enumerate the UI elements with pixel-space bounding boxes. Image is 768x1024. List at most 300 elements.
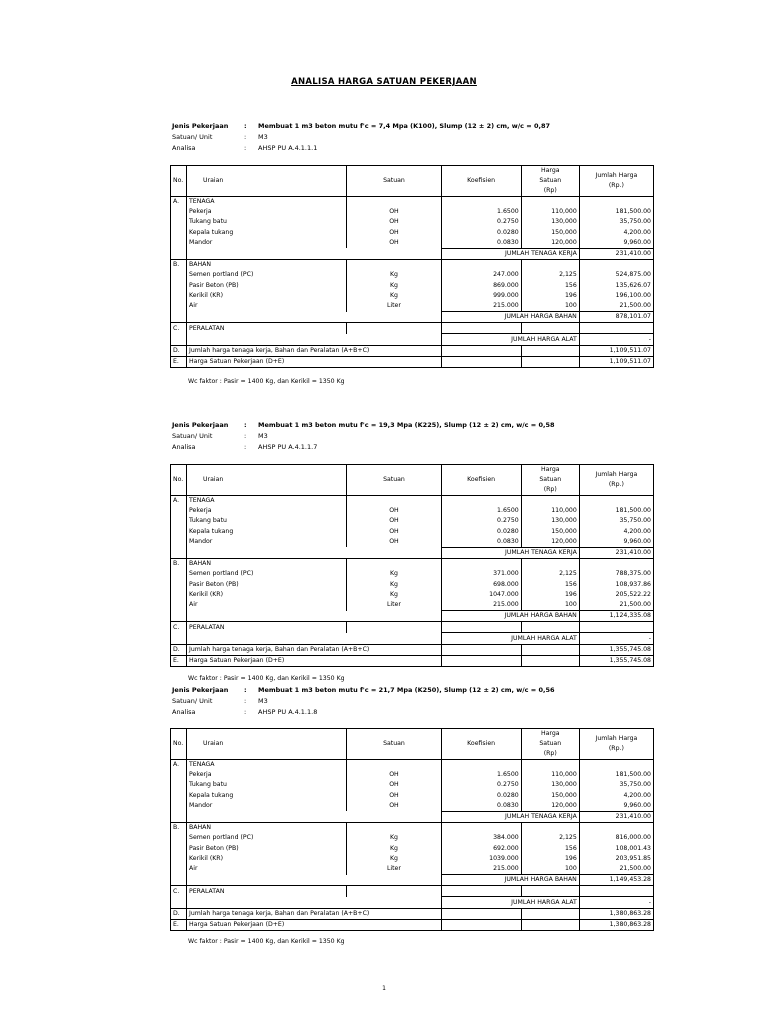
row-jumlah-harga: 196,100.00 [579, 291, 653, 301]
row-jumlah-harga: 108,937.86 [579, 580, 653, 590]
row-koefisien [441, 559, 521, 570]
row-number [171, 248, 187, 259]
row-jumlah-harga: 21,500.00 [579, 301, 653, 312]
subtotal-label: JUMLAH HARGA BAHAN [441, 875, 579, 886]
table-row [171, 875, 654, 886]
row-harga [521, 644, 579, 655]
row-koefisien: 215.000 [441, 600, 521, 611]
row-uraian: PERALATAN [187, 622, 347, 633]
row-number [171, 833, 187, 843]
row-uraian [187, 547, 347, 558]
job-unit-label: Satuan/ Unit [172, 133, 213, 141]
row-harga-satuan [521, 260, 579, 271]
row-koefisien [441, 260, 521, 271]
row-satuan: OH [347, 207, 441, 217]
row-number [171, 281, 187, 291]
row-uraian: Air [187, 864, 347, 875]
row-jumlah-harga: 21,500.00 [579, 864, 653, 875]
subtotal-value: 231,410.00 [579, 811, 653, 822]
table-row [171, 780, 654, 790]
row-satuan: OH [347, 217, 441, 227]
row-satuan: OH [347, 506, 441, 516]
row-number: D. [171, 644, 187, 655]
row-uraian: BAHAN [187, 559, 347, 570]
row-koefisien: 247.000 [441, 270, 521, 280]
table-header-row [171, 166, 654, 197]
colon: : [244, 421, 247, 429]
row-harga-satuan: 156 [521, 580, 579, 590]
header-jumlah-harga: Jumlah Harga (Rp.) [579, 465, 653, 496]
row-uraian: TENAGA [187, 496, 347, 507]
row-uraian: Pasir Beton (PB) [187, 580, 347, 590]
header-jumlah-harga: Jumlah Harga (Rp.) [579, 166, 653, 197]
row-uraian: Tukang batu [187, 780, 347, 790]
subtotal-value: 1,124,335.08 [579, 611, 653, 622]
table-row [171, 760, 654, 771]
row-satuan: OH [347, 801, 441, 812]
row-jumlah-harga: 4,200.00 [579, 791, 653, 801]
subtotal-label: JUMLAH HARGA ALAT [441, 633, 579, 644]
table-row [171, 908, 654, 919]
row-satuan [347, 875, 441, 886]
row-uraian: Jumlah harga tenaga kerja, Bahan dan Peralatan (A+B+C) [187, 908, 442, 919]
subtotal-value: - [579, 897, 653, 908]
row-number [171, 770, 187, 780]
row-jumlah-harga: 108,001.43 [579, 844, 653, 854]
subtotal-label: JUMLAH TENAGA KERJA [441, 248, 579, 259]
row-number: D. [171, 345, 187, 356]
cost-analysis-table [170, 165, 654, 368]
row-koefisien: 0.0830 [441, 537, 521, 548]
row-koefisien: 1047.000 [441, 590, 521, 600]
colon: : [244, 432, 247, 440]
row-jumlah-harga [579, 323, 653, 334]
row-harga-satuan: 150,000 [521, 527, 579, 537]
job-type-value: Membuat 1 m3 beton mutu f'c = 7,4 Mpa (K100), Slump (12 ± 2) cm, w/c = 0,87 [258, 122, 550, 130]
row-uraian: PERALATAN [187, 886, 347, 897]
job-analysis-ref-value: AHSP PU A.4.1.1.8 [258, 708, 318, 716]
row-harga-satuan: 196 [521, 590, 579, 600]
header-harga-satuan: Harga Satuan (Rp) [521, 465, 579, 496]
row-uraian: Air [187, 600, 347, 611]
row-number: C. [171, 622, 187, 633]
row-satuan [347, 886, 441, 897]
row-number [171, 811, 187, 822]
row-uraian: Kerikil (KR) [187, 590, 347, 600]
row-uraian: Pekerja [187, 770, 347, 780]
row-number [171, 844, 187, 854]
table-row [171, 547, 654, 558]
table-row [171, 811, 654, 822]
total-value: 1,109,511.07 [579, 345, 653, 356]
row-satuan: Liter [347, 301, 441, 312]
row-uraian: Mandor [187, 801, 347, 812]
row-harga-satuan [521, 197, 579, 208]
row-koefisien: 0.0280 [441, 791, 521, 801]
row-jumlah-harga: 205,522.22 [579, 590, 653, 600]
table-row [171, 644, 654, 655]
header-koefisien: Koefisien [441, 729, 521, 760]
row-satuan: OH [347, 516, 441, 526]
row-harga-satuan: 2,125 [521, 569, 579, 579]
row-satuan: OH [347, 228, 441, 238]
row-jumlah-harga: 4,200.00 [579, 527, 653, 537]
row-number: C. [171, 886, 187, 897]
colon: : [244, 144, 247, 152]
colon: : [244, 708, 247, 716]
row-uraian: Jumlah harga tenaga kerja, Bahan dan Peralatan (A+B+C) [187, 644, 442, 655]
row-harga-satuan: 196 [521, 291, 579, 301]
subtotal-value: - [579, 633, 653, 644]
row-satuan [347, 248, 441, 259]
row-harga-satuan: 130,000 [521, 780, 579, 790]
row-uraian [187, 248, 347, 259]
row-number [171, 291, 187, 301]
table-row [171, 345, 654, 356]
row-satuan: Kg [347, 569, 441, 579]
table-row [171, 270, 654, 280]
row-uraian: Harga Satuan Pekerjaan (D+E) [187, 919, 442, 930]
row-satuan: Kg [347, 833, 441, 843]
row-koefisien: 384.000 [441, 833, 521, 843]
table-header-row [171, 729, 654, 760]
row-satuan [347, 260, 441, 271]
row-harga-satuan: 100 [521, 864, 579, 875]
row-number [171, 897, 187, 908]
row-number [171, 270, 187, 280]
row-jumlah-harga [579, 260, 653, 271]
row-number [171, 580, 187, 590]
row-uraian [187, 811, 347, 822]
job-type-label: Jenis Pekerjaan [172, 686, 229, 694]
table-row [171, 217, 654, 227]
row-number: B. [171, 260, 187, 271]
job-analysis-ref-label: Analisa [172, 443, 196, 451]
row-number [171, 228, 187, 238]
row-number: D. [171, 908, 187, 919]
row-uraian: Mandor [187, 537, 347, 548]
row-koefisien [441, 345, 521, 356]
row-satuan: Kg [347, 854, 441, 864]
table-row [171, 580, 654, 590]
row-koefisien: 692.000 [441, 844, 521, 854]
row-koefisien: 1.6500 [441, 770, 521, 780]
row-uraian: BAHAN [187, 260, 347, 271]
row-harga-satuan: 130,000 [521, 217, 579, 227]
subtotal-label: JUMLAH HARGA ALAT [441, 897, 579, 908]
row-uraian [187, 334, 347, 345]
row-satuan: Kg [347, 291, 441, 301]
row-number [171, 207, 187, 217]
row-satuan: Kg [347, 590, 441, 600]
table-row [171, 823, 654, 834]
table-row [171, 559, 654, 570]
table-row [171, 312, 654, 323]
row-jumlah-harga: 35,750.00 [579, 516, 653, 526]
job-unit-label: Satuan/ Unit [172, 432, 213, 440]
row-satuan [347, 312, 441, 323]
colon: : [244, 133, 247, 141]
row-koefisien [441, 323, 521, 334]
row-koefisien: 371.000 [441, 569, 521, 579]
row-number [171, 854, 187, 864]
header-no: No. [171, 166, 187, 197]
header-uraian: Uraian [187, 166, 347, 197]
table-row [171, 207, 654, 217]
row-number [171, 516, 187, 526]
header-uraian: Uraian [187, 465, 347, 496]
job-unit-value: M3 [258, 432, 268, 440]
table-row [171, 590, 654, 600]
job-unit-value: M3 [258, 133, 268, 141]
row-harga-satuan: 110,000 [521, 506, 579, 516]
row-satuan [347, 897, 441, 908]
job-type-value: Membuat 1 m3 beton mutu f'c = 19,3 Mpa (K225), Slump (12 ± 2) cm, w/c = 0,58 [258, 421, 555, 429]
table-row [171, 527, 654, 537]
row-jumlah-harga: 181,500.00 [579, 207, 653, 217]
row-koefisien [441, 644, 521, 655]
row-uraian: Harga Satuan Pekerjaan (D+E) [187, 655, 442, 666]
row-uraian: Kepala tukang [187, 228, 347, 238]
row-jumlah-harga [579, 496, 653, 507]
row-koefisien: 0.0830 [441, 238, 521, 249]
row-number: B. [171, 559, 187, 570]
row-jumlah-harga: 524,875.00 [579, 270, 653, 280]
total-value: 1,109,511.07 [579, 356, 653, 367]
row-koefisien: 698.000 [441, 580, 521, 590]
row-koefisien: 0.2750 [441, 780, 521, 790]
row-koefisien: 1.6500 [441, 207, 521, 217]
subtotal-label: JUMLAH HARGA ALAT [441, 334, 579, 345]
row-number [171, 334, 187, 345]
row-jumlah-harga [579, 197, 653, 208]
row-koefisien [441, 622, 521, 633]
subtotal-value: 231,410.00 [579, 547, 653, 558]
row-jumlah-harga: 816,000.00 [579, 833, 653, 843]
row-number [171, 238, 187, 249]
job-unit-label: Satuan/ Unit [172, 697, 213, 705]
row-jumlah-harga: 135,626.07 [579, 281, 653, 291]
row-number [171, 547, 187, 558]
row-koefisien [441, 886, 521, 897]
row-koefisien [441, 356, 521, 367]
row-number [171, 527, 187, 537]
row-uraian: TENAGA [187, 197, 347, 208]
table-row [171, 516, 654, 526]
row-harga [521, 919, 579, 930]
header-koefisien: Koefisien [441, 166, 521, 197]
row-harga-satuan [521, 496, 579, 507]
table-row [171, 291, 654, 301]
row-jumlah-harga: 9,960.00 [579, 801, 653, 812]
table-row [171, 496, 654, 507]
subtotal-label: JUMLAH HARGA BAHAN [441, 312, 579, 323]
row-jumlah-harga: 9,960.00 [579, 537, 653, 548]
table-row [171, 334, 654, 345]
header-satuan: Satuan [347, 729, 441, 760]
row-jumlah-harga: 21,500.00 [579, 600, 653, 611]
row-harga-satuan: 100 [521, 600, 579, 611]
cost-analysis-table [170, 728, 654, 931]
row-harga-satuan: 110,000 [521, 770, 579, 780]
row-satuan: OH [347, 238, 441, 249]
row-number: C. [171, 323, 187, 334]
row-uraian [187, 633, 347, 644]
row-uraian: Semen portland (PC) [187, 270, 347, 280]
table-row [171, 770, 654, 780]
table-row [171, 569, 654, 579]
row-harga-satuan [521, 622, 579, 633]
row-number [171, 791, 187, 801]
row-jumlah-harga: 9,960.00 [579, 238, 653, 249]
row-jumlah-harga [579, 622, 653, 633]
row-harga-satuan [521, 886, 579, 897]
table-row [171, 844, 654, 854]
table-row [171, 197, 654, 208]
row-uraian: Jumlah harga tenaga kerja, Bahan dan Peralatan (A+B+C) [187, 345, 442, 356]
row-uraian: Semen portland (PC) [187, 569, 347, 579]
row-uraian: Kerikil (KR) [187, 291, 347, 301]
table-row [171, 323, 654, 334]
row-koefisien: 0.2750 [441, 516, 521, 526]
row-number: A. [171, 760, 187, 771]
header-jumlah-harga: Jumlah Harga (Rp.) [579, 729, 653, 760]
row-number [171, 217, 187, 227]
wc-factor-note: Wc faktor : Pasir = 1400 Kg, dan Kerikil = 1350 Kg [188, 675, 345, 682]
cost-analysis-table [170, 464, 654, 667]
row-number [171, 301, 187, 312]
row-koefisien [441, 655, 521, 666]
row-koefisien [441, 823, 521, 834]
row-satuan: OH [347, 780, 441, 790]
row-satuan [347, 323, 441, 334]
row-harga [521, 356, 579, 367]
colon: : [244, 697, 247, 705]
row-number: A. [171, 496, 187, 507]
row-satuan [347, 197, 441, 208]
row-harga-satuan: 196 [521, 854, 579, 864]
total-value: 1,380,863.28 [579, 919, 653, 930]
row-harga-satuan: 150,000 [521, 791, 579, 801]
row-number [171, 506, 187, 516]
row-koefisien [441, 919, 521, 930]
row-satuan [347, 611, 441, 622]
table-row [171, 600, 654, 611]
row-satuan [347, 622, 441, 633]
row-harga-satuan: 2,125 [521, 833, 579, 843]
total-value: 1,380,863.28 [579, 908, 653, 919]
row-uraian: Kerikil (KR) [187, 854, 347, 864]
subtotal-value: 878,101.07 [579, 312, 653, 323]
row-number [171, 633, 187, 644]
row-uraian: BAHAN [187, 823, 347, 834]
row-uraian: Air [187, 301, 347, 312]
job-type-label: Jenis Pekerjaan [172, 421, 229, 429]
row-uraian [187, 312, 347, 323]
row-uraian: Pasir Beton (PB) [187, 844, 347, 854]
row-koefisien: 1.6500 [441, 506, 521, 516]
row-jumlah-harga: 181,500.00 [579, 506, 653, 516]
row-harga-satuan [521, 559, 579, 570]
table-row [171, 537, 654, 548]
row-number [171, 801, 187, 812]
row-harga-satuan: 156 [521, 281, 579, 291]
row-satuan: OH [347, 791, 441, 801]
subtotal-label: JUMLAH TENAGA KERJA [441, 547, 579, 558]
row-satuan [347, 823, 441, 834]
row-number [171, 312, 187, 323]
header-satuan: Satuan [347, 465, 441, 496]
row-number: E. [171, 655, 187, 666]
total-value: 1,355,745.08 [579, 644, 653, 655]
header-no: No. [171, 465, 187, 496]
subtotal-value: - [579, 334, 653, 345]
row-koefisien: 1039.000 [441, 854, 521, 864]
row-number [171, 780, 187, 790]
row-harga [521, 655, 579, 666]
row-uraian: Mandor [187, 238, 347, 249]
table-row [171, 655, 654, 666]
row-uraian: Tukang batu [187, 217, 347, 227]
row-koefisien: 215.000 [441, 864, 521, 875]
table-row [171, 281, 654, 291]
row-jumlah-harga [579, 760, 653, 771]
row-koefisien: 215.000 [441, 301, 521, 312]
row-uraian [187, 875, 347, 886]
row-number: A. [171, 197, 187, 208]
table-row [171, 238, 654, 249]
row-koefisien [441, 908, 521, 919]
row-harga-satuan: 120,000 [521, 537, 579, 548]
row-harga-satuan: 110,000 [521, 207, 579, 217]
row-number [171, 600, 187, 611]
row-uraian: PERALATAN [187, 323, 347, 334]
row-uraian: Kepala tukang [187, 791, 347, 801]
table-row [171, 248, 654, 259]
row-harga-satuan: 2,125 [521, 270, 579, 280]
row-koefisien [441, 760, 521, 771]
row-satuan [347, 760, 441, 771]
row-number [171, 569, 187, 579]
row-satuan: Kg [347, 580, 441, 590]
row-uraian: Pasir Beton (PB) [187, 281, 347, 291]
row-koefisien [441, 197, 521, 208]
job-unit-value: M3 [258, 697, 268, 705]
subtotal-label: JUMLAH HARGA BAHAN [441, 611, 579, 622]
table-row [171, 228, 654, 238]
wc-factor-note: Wc faktor : Pasir = 1400 Kg, dan Kerikil = 1350 Kg [188, 378, 345, 385]
row-koefisien [441, 496, 521, 507]
table-row [171, 260, 654, 271]
table-row [171, 886, 654, 897]
row-satuan [347, 547, 441, 558]
table-row [171, 622, 654, 633]
row-koefisien: 0.0280 [441, 527, 521, 537]
table-row [171, 301, 654, 312]
table-row [171, 506, 654, 516]
row-number [171, 611, 187, 622]
table-row [171, 919, 654, 930]
row-koefisien: 0.2750 [441, 217, 521, 227]
row-satuan: Kg [347, 270, 441, 280]
row-number [171, 590, 187, 600]
table-row [171, 633, 654, 644]
row-uraian: Semen portland (PC) [187, 833, 347, 843]
table-row [171, 611, 654, 622]
header-koefisien: Koefisien [441, 465, 521, 496]
row-jumlah-harga [579, 559, 653, 570]
colon: : [244, 686, 247, 694]
